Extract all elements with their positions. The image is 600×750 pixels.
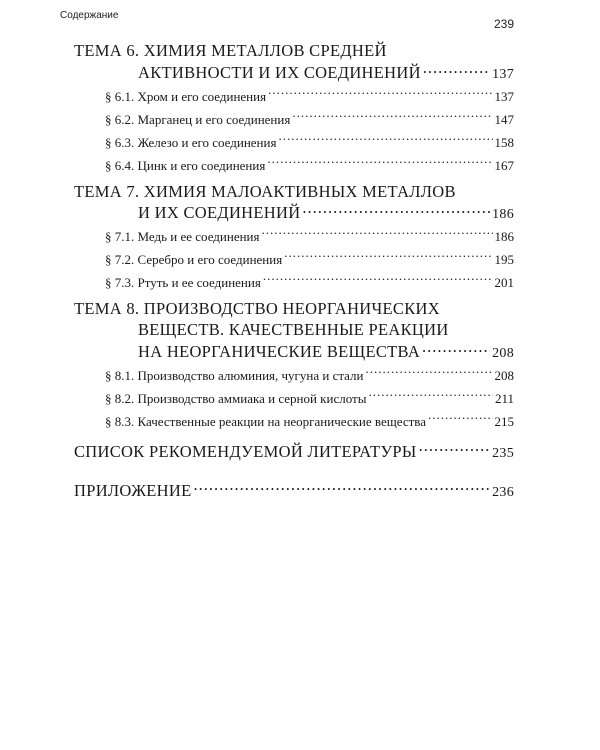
toc-entry-bibliography[interactable] bbox=[74, 441, 514, 466]
dot-leader bbox=[193, 479, 490, 496]
section-label: § 7.1. Медь и ее соединения bbox=[105, 229, 260, 244]
dot-leader bbox=[368, 390, 493, 403]
topic-title-line: НА НЕОРГАНИЧЕСКИЕ ВЕЩЕСТВА bbox=[138, 341, 421, 361]
toc-entry-topic-7[interactable] bbox=[74, 202, 514, 226]
topic-title-line: ТЕМА 8. ПРОИЗВОДСТВО НЕОРГАНИЧЕСКИХ bbox=[74, 299, 440, 318]
dot-leader bbox=[267, 157, 492, 170]
dot-leader bbox=[419, 441, 491, 458]
section-label: § 6.4. Цинк и его соединения bbox=[105, 157, 266, 173]
page-ref: 208 bbox=[492, 345, 514, 361]
page-ref: 186 bbox=[492, 207, 514, 222]
dot-leader bbox=[366, 367, 493, 380]
toc-section-6-2[interactable] bbox=[74, 108, 514, 131]
toc-section-8-2[interactable] bbox=[74, 387, 514, 410]
toc-section-6-1[interactable] bbox=[74, 85, 514, 108]
dot-leader bbox=[268, 88, 492, 101]
dot-leader bbox=[292, 111, 492, 124]
page-ref: 235 bbox=[492, 446, 514, 461]
section-label: § 6.3. Железо и его соединения bbox=[105, 134, 277, 150]
page-ref: 167 bbox=[494, 157, 514, 173]
toc-section-7-2[interactable] bbox=[74, 248, 514, 271]
toc-section-8-1[interactable] bbox=[74, 364, 514, 387]
page-ref: 186 bbox=[494, 229, 514, 244]
page-ref: 147 bbox=[494, 111, 514, 127]
dot-leader bbox=[263, 274, 493, 287]
toc-section-6-4[interactable] bbox=[74, 154, 514, 177]
page-ref: 201 bbox=[494, 275, 514, 290]
toc-section-8-3[interactable] bbox=[74, 410, 514, 433]
topic-title-line: ТЕМА 7. ХИМИЯ МАЛОАКТИВНЫХ МЕТАЛЛОВ bbox=[74, 181, 456, 201]
section-label: § 6.2. Марганец и его соединения bbox=[105, 111, 291, 127]
dot-leader bbox=[284, 251, 492, 264]
section-label: § 8.3. Качественные реакции на неорганические вещества bbox=[105, 413, 427, 429]
toc-section-7-1[interactable] bbox=[74, 225, 514, 248]
dot-leader bbox=[302, 202, 490, 219]
page-ref: 211 bbox=[494, 390, 514, 406]
dot-leader bbox=[422, 340, 490, 357]
toc-entry-appendix[interactable] bbox=[74, 479, 514, 504]
page-number: 239 bbox=[493, 17, 514, 31]
topic-title-line: ТЕМА 6. ХИМИЯ МЕТАЛЛОВ СРЕДНЕЙ bbox=[74, 41, 387, 60]
toc-topic-6 bbox=[74, 40, 514, 177]
toc-topic-7 bbox=[74, 181, 514, 295]
topic-title-line: ВЕЩЕСТВ. КАЧЕСТВЕННЫЕ РЕАКЦИИ bbox=[138, 320, 449, 339]
bibliography-label: СПИСОК РЕКОМЕНДУЕМОЙ ЛИТЕРАТУРЫ bbox=[74, 442, 417, 461]
page-ref: 195 bbox=[494, 252, 514, 267]
dot-leader bbox=[262, 228, 493, 241]
page-ref: 215 bbox=[494, 413, 514, 429]
toc-section-7-3[interactable] bbox=[74, 271, 514, 294]
topic-title-line: АКТИВНОСТИ И ИХ СОЕДИНЕНИЙ bbox=[138, 62, 421, 82]
section-label: § 8.2. Производство аммиака и серной кислоты bbox=[105, 390, 367, 406]
page-ref: 158 bbox=[494, 134, 514, 150]
dot-leader bbox=[278, 134, 492, 147]
topic-title-line: И ИХ СОЕДИНЕНИЙ bbox=[138, 203, 301, 222]
toc-entry-topic-8[interactable] bbox=[74, 340, 514, 364]
running-head: Содержание bbox=[60, 10, 119, 21]
toc-entry-topic-6[interactable] bbox=[74, 61, 514, 85]
section-label: § 6.1. Хром и его соединения bbox=[105, 88, 267, 104]
page-ref: 137 bbox=[492, 66, 514, 82]
dot-leader bbox=[423, 61, 490, 78]
section-label: § 7.2. Серебро и его соединения bbox=[105, 252, 283, 267]
section-label: § 8.1. Производство алюминия, чугуна и стали bbox=[105, 367, 364, 383]
appendix-label: ПРИЛОЖЕНИЕ bbox=[74, 480, 192, 500]
section-label: § 7.3. Ртуть и ее соединения bbox=[105, 275, 261, 290]
dot-leader bbox=[428, 413, 492, 426]
page-ref: 236 bbox=[492, 484, 514, 500]
toc-topic-8 bbox=[74, 298, 514, 433]
page-ref: 137 bbox=[494, 88, 514, 104]
toc-section-6-3[interactable] bbox=[74, 131, 514, 154]
table-of-contents bbox=[74, 40, 514, 504]
page-ref: 208 bbox=[494, 367, 514, 383]
